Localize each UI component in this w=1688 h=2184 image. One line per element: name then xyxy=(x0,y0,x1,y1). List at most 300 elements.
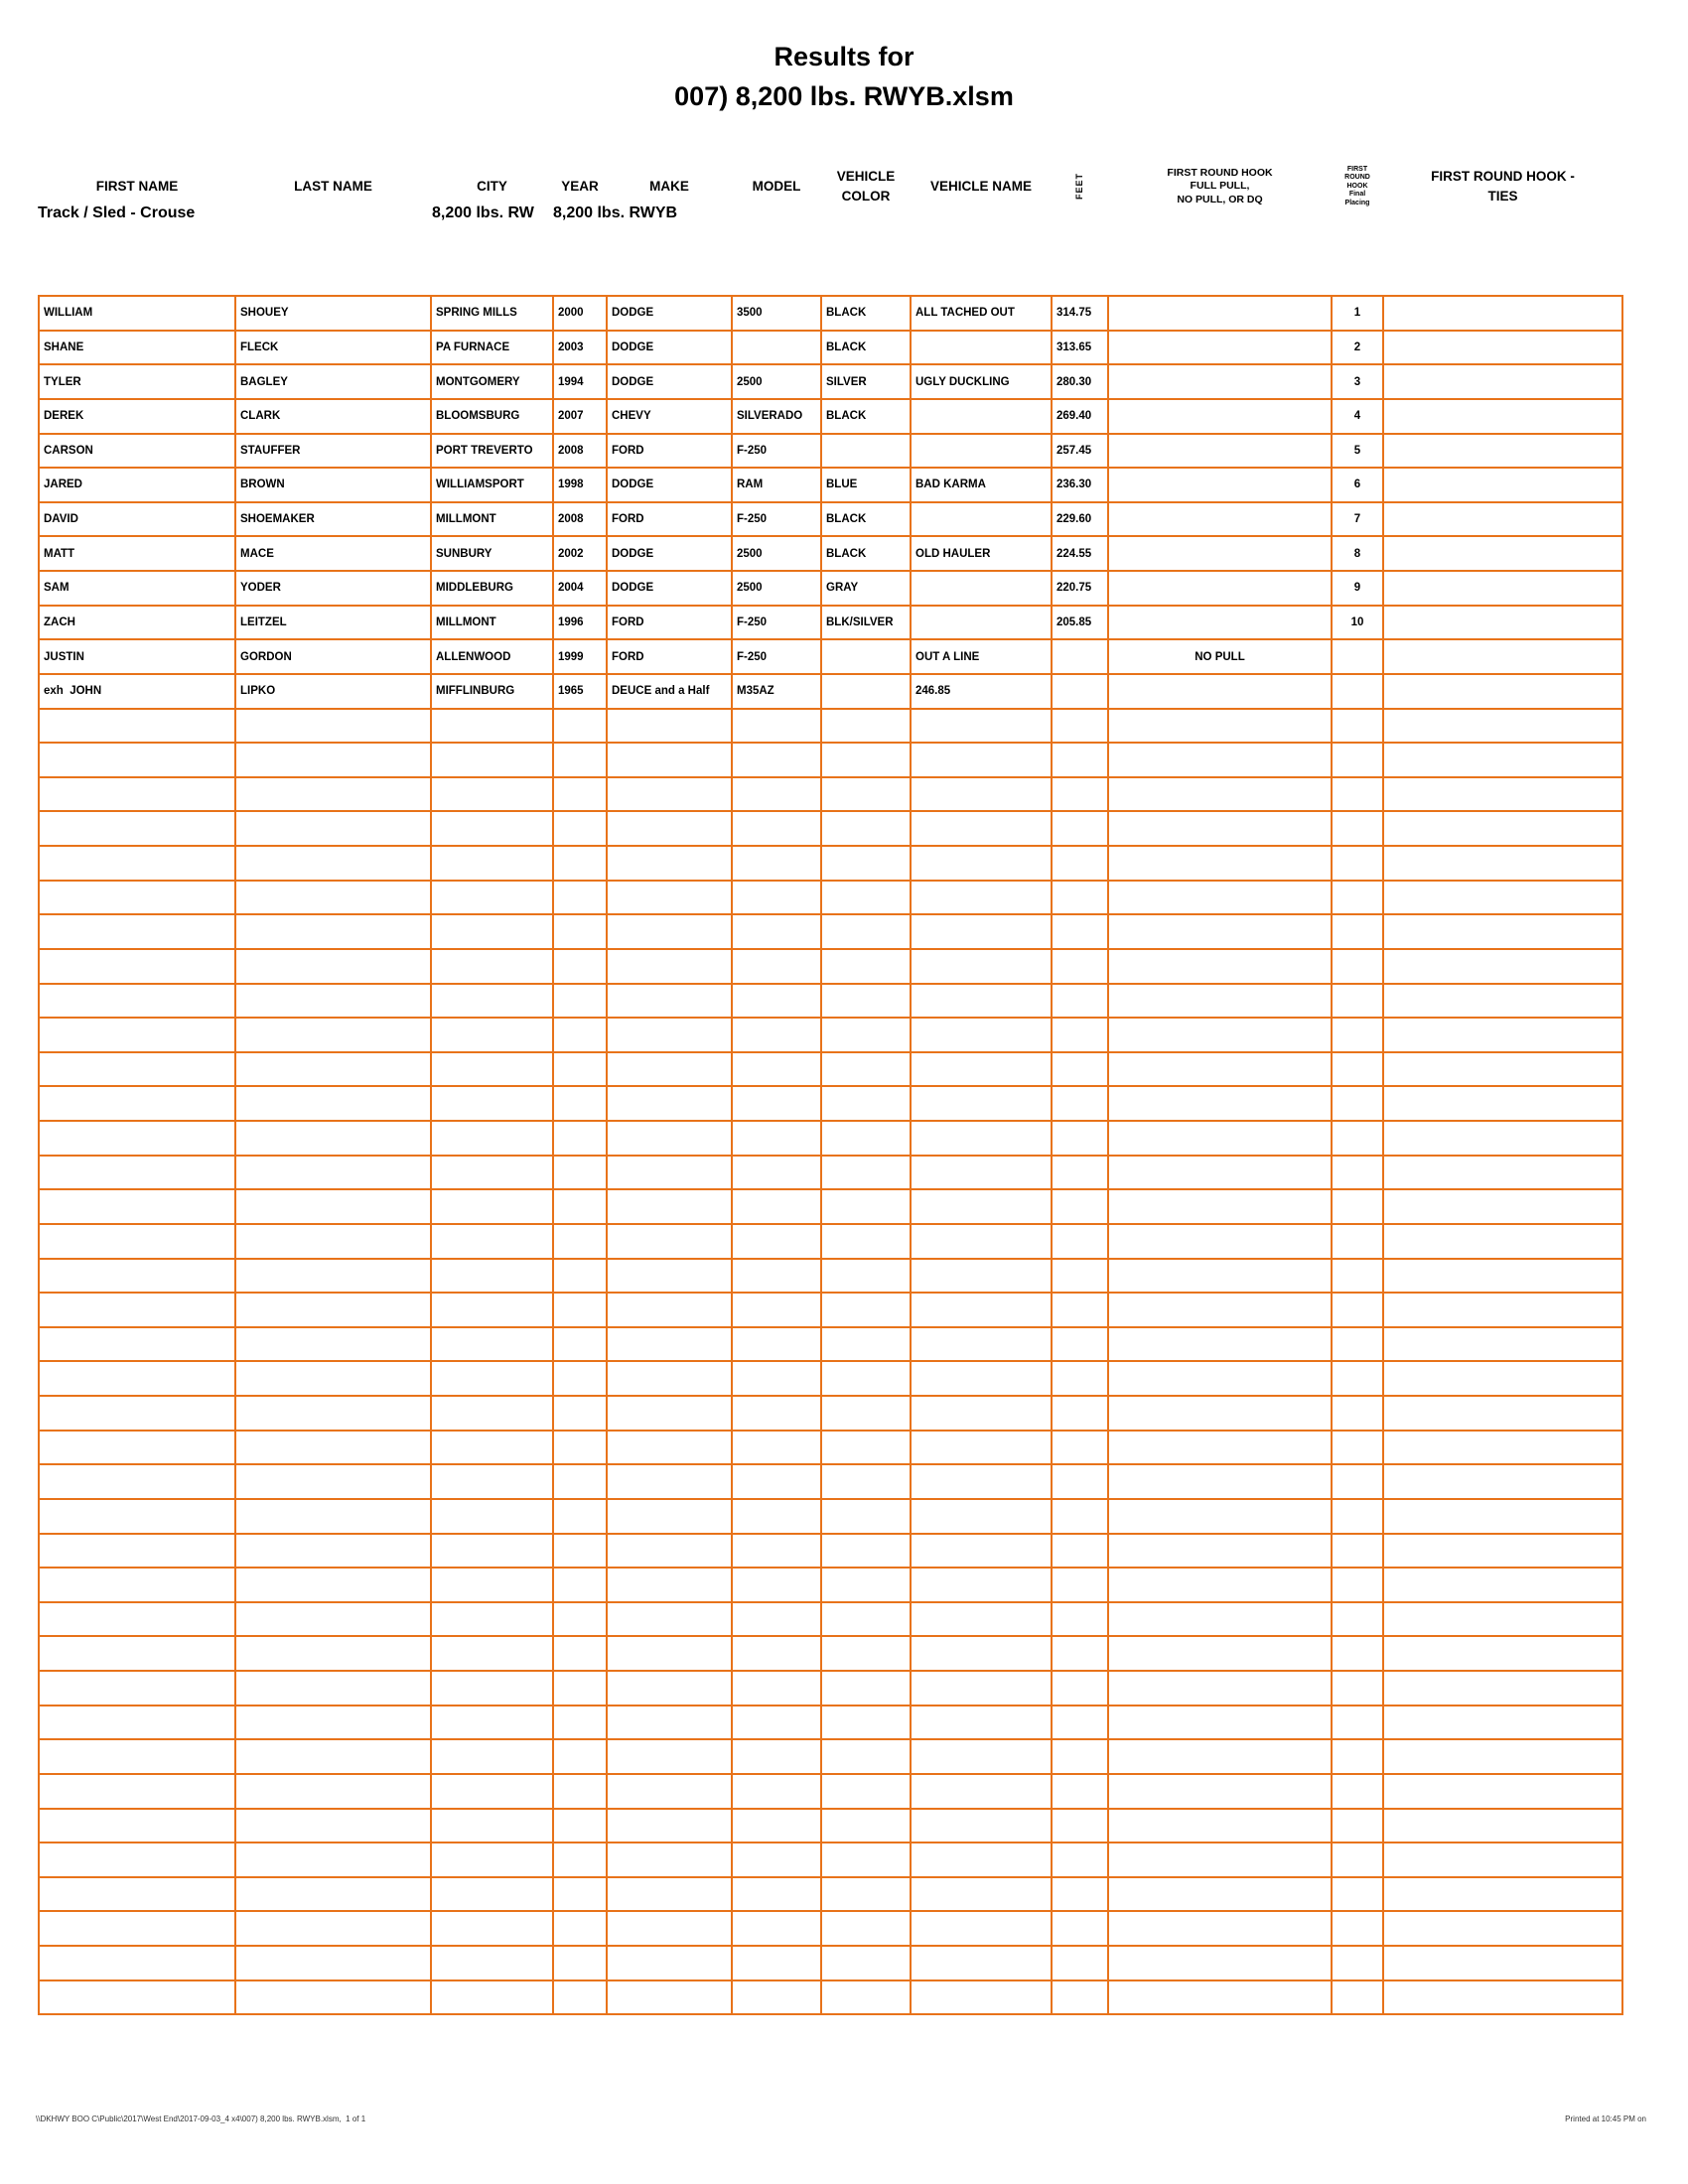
cell-model xyxy=(732,1431,821,1465)
cell-model xyxy=(732,1052,821,1087)
cell-model xyxy=(732,1980,821,2015)
cell-year: 2000 xyxy=(553,296,607,331)
cell-first_round_hook_result xyxy=(1108,1602,1332,1637)
cell-last_name xyxy=(235,1568,431,1602)
cell-vehicle_name xyxy=(911,811,1052,846)
cell-first_round_hook_ties xyxy=(1383,1843,1622,1877)
cell-year xyxy=(553,1568,607,1602)
cell-year xyxy=(553,846,607,881)
cell-make: DODGE xyxy=(607,331,732,365)
cell-model xyxy=(732,1843,821,1877)
cell-year: 1998 xyxy=(553,468,607,502)
column-header-vehicle_color: VEHICLE COLOR xyxy=(836,169,896,204)
cell-first_round_hook_placing xyxy=(1332,914,1383,949)
cell-vehicle_name xyxy=(911,1809,1052,1843)
empty-row xyxy=(39,1706,1622,1740)
cell-first_round_hook_result xyxy=(1108,1739,1332,1774)
cell-year: 1965 xyxy=(553,674,607,709)
cell-first_round_hook_ties xyxy=(1383,1671,1622,1706)
cell-first_round_hook_result xyxy=(1108,674,1332,709)
cell-city: MILLMONT xyxy=(431,606,553,640)
cell-vehicle_name xyxy=(911,1018,1052,1052)
cell-first_round_hook_result xyxy=(1108,1671,1332,1706)
cell-feet xyxy=(1052,1636,1108,1671)
cell-first_round_hook_result xyxy=(1108,1293,1332,1327)
cell-last_name xyxy=(235,1706,431,1740)
cell-model xyxy=(732,709,821,744)
cell-first_round_hook_ties xyxy=(1383,1980,1622,2015)
cell-city xyxy=(431,1739,553,1774)
cell-first_round_hook_placing xyxy=(1332,881,1383,915)
cell-vehicle_color xyxy=(821,1293,911,1327)
cell-vehicle_color xyxy=(821,1706,911,1740)
cell-feet xyxy=(1052,984,1108,1019)
cell-first_name xyxy=(39,1259,235,1294)
cell-vehicle_color xyxy=(821,1877,911,1912)
cell-model: 2500 xyxy=(732,571,821,606)
cell-first_round_hook_ties xyxy=(1383,949,1622,984)
cell-model xyxy=(732,1156,821,1190)
cell-vehicle_name xyxy=(911,1706,1052,1740)
empty-row xyxy=(39,1259,1622,1294)
empty-row xyxy=(39,1121,1622,1156)
column-header-row xyxy=(39,157,1622,216)
cell-last_name: LEITZEL xyxy=(235,606,431,640)
cell-feet: 224.55 xyxy=(1052,536,1108,571)
cell-city xyxy=(431,1361,553,1396)
cell-make xyxy=(607,1534,732,1569)
cell-first_round_hook_ties xyxy=(1383,846,1622,881)
cell-vehicle_color xyxy=(821,1224,911,1259)
cell-year xyxy=(553,1877,607,1912)
empty-row xyxy=(39,984,1622,1019)
column-header-first_name: FIRST NAME xyxy=(95,179,179,195)
cell-model: 3500 xyxy=(732,296,821,331)
cell-first_name xyxy=(39,1018,235,1052)
empty-row xyxy=(39,1809,1622,1843)
cell-first_round_hook_ties xyxy=(1383,1636,1622,1671)
cell-make: FORD xyxy=(607,606,732,640)
cell-first_round_hook_placing xyxy=(1332,949,1383,984)
cell-year: 2007 xyxy=(553,399,607,434)
cell-first_name: MATT xyxy=(39,536,235,571)
cell-model xyxy=(732,1464,821,1499)
cell-last_name xyxy=(235,846,431,881)
results-table xyxy=(38,295,1623,2015)
cell-last_name xyxy=(235,1361,431,1396)
cell-city: MILLMONT xyxy=(431,502,553,537)
cell-first_name xyxy=(39,777,235,812)
cell-last_name: SHOUEY xyxy=(235,296,431,331)
cell-city xyxy=(431,1396,553,1431)
cell-first_name xyxy=(39,1327,235,1362)
cell-model xyxy=(732,811,821,846)
cell-first_round_hook_ties xyxy=(1383,1877,1622,1912)
empty-row xyxy=(39,1224,1622,1259)
cell-first_round_hook_ties xyxy=(1383,364,1622,399)
cell-vehicle_name xyxy=(911,709,1052,744)
cell-vehicle_name xyxy=(911,1843,1052,1877)
cell-first_round_hook_result xyxy=(1108,811,1332,846)
cell-make xyxy=(607,1499,732,1534)
cell-vehicle_color xyxy=(821,1189,911,1224)
cell-first_round_hook_placing xyxy=(1332,1259,1383,1294)
empty-row xyxy=(39,1602,1622,1637)
cell-first_round_hook_ties xyxy=(1383,399,1622,434)
cell-first_name xyxy=(39,846,235,881)
cell-make xyxy=(607,1464,732,1499)
cell-first_name: JUSTIN xyxy=(39,639,235,674)
cell-first_name xyxy=(39,1980,235,2015)
cell-first_name: TYLER xyxy=(39,364,235,399)
cell-vehicle_name xyxy=(911,571,1052,606)
cell-first_round_hook_ties xyxy=(1383,468,1622,502)
cell-first_name xyxy=(39,1774,235,1809)
cell-model xyxy=(732,1636,821,1671)
cell-vehicle_name: 246.85 xyxy=(911,674,1052,709)
cell-make xyxy=(607,1946,732,1980)
cell-city xyxy=(431,811,553,846)
cell-feet xyxy=(1052,1361,1108,1396)
cell-last_name xyxy=(235,1877,431,1912)
cell-vehicle_color: SILVER xyxy=(821,364,911,399)
cell-first_round_hook_result xyxy=(1108,502,1332,537)
cell-feet xyxy=(1052,1189,1108,1224)
cell-first_name xyxy=(39,1189,235,1224)
cell-first_name: exh JOHN xyxy=(39,674,235,709)
cell-make xyxy=(607,1739,732,1774)
cell-vehicle_color xyxy=(821,811,911,846)
cell-first_round_hook_ties xyxy=(1383,502,1622,537)
cell-city xyxy=(431,1327,553,1362)
cell-city: SPRING MILLS xyxy=(431,296,553,331)
cell-city xyxy=(431,1052,553,1087)
cell-year xyxy=(553,1293,607,1327)
cell-city xyxy=(431,984,553,1019)
cell-first_round_hook_ties xyxy=(1383,1052,1622,1087)
table-row xyxy=(39,639,1622,674)
cell-first_round_hook_result xyxy=(1108,364,1332,399)
cell-vehicle_color xyxy=(821,1534,911,1569)
cell-model: SILVERADO xyxy=(732,399,821,434)
table-row xyxy=(39,296,1622,331)
cell-first_name: DEREK xyxy=(39,399,235,434)
cell-first_round_hook_placing xyxy=(1332,1189,1383,1224)
cell-feet xyxy=(1052,949,1108,984)
cell-make xyxy=(607,1052,732,1087)
cell-last_name: CLARK xyxy=(235,399,431,434)
cell-model xyxy=(732,1877,821,1912)
cell-feet xyxy=(1052,811,1108,846)
cell-first_name xyxy=(39,1877,235,1912)
cell-first_round_hook_placing xyxy=(1332,811,1383,846)
cell-make xyxy=(607,811,732,846)
cell-vehicle_color: BLACK xyxy=(821,331,911,365)
footer-file-path: \\DKHWY BOO C\Public\2017\West End\2017-09-03_4 x4\007) 8,200 lbs. RWYB.xlsm, 1 of 1 xyxy=(36,2115,366,2123)
cell-first_round_hook_placing xyxy=(1332,1224,1383,1259)
empty-row xyxy=(39,1431,1622,1465)
cell-first_round_hook_placing: 1 xyxy=(1332,296,1383,331)
cell-model xyxy=(732,881,821,915)
cell-year xyxy=(553,949,607,984)
column-header-make: MAKE xyxy=(649,179,689,195)
cell-first_round_hook_ties xyxy=(1383,296,1622,331)
cell-first_round_hook_result xyxy=(1108,1121,1332,1156)
cell-city xyxy=(431,1980,553,2015)
cell-year: 2002 xyxy=(553,536,607,571)
cell-first_round_hook_placing xyxy=(1332,1464,1383,1499)
cell-first_name xyxy=(39,743,235,777)
cell-year xyxy=(553,1086,607,1121)
column-header-first_round_hook_placing: FIRST ROUND HOOK Final Placing xyxy=(1344,166,1370,206)
cell-vehicle_name xyxy=(911,1534,1052,1569)
cell-feet xyxy=(1052,1464,1108,1499)
cell-feet xyxy=(1052,1739,1108,1774)
table-row xyxy=(39,434,1622,469)
cell-first_round_hook_ties xyxy=(1383,1568,1622,1602)
cell-first_round_hook_ties xyxy=(1383,1911,1622,1946)
cell-year xyxy=(553,984,607,1019)
cell-city xyxy=(431,1568,553,1602)
cell-vehicle_color xyxy=(821,1464,911,1499)
cell-first_round_hook_result xyxy=(1108,331,1332,365)
table-row xyxy=(39,468,1622,502)
cell-first_round_hook_result xyxy=(1108,1327,1332,1362)
cell-first_round_hook_placing xyxy=(1332,1706,1383,1740)
cell-last_name: BROWN xyxy=(235,468,431,502)
empty-row xyxy=(39,709,1622,744)
cell-city xyxy=(431,1086,553,1121)
cell-model xyxy=(732,1809,821,1843)
cell-model xyxy=(732,1499,821,1534)
cell-feet xyxy=(1052,1431,1108,1465)
table-row xyxy=(39,606,1622,640)
cell-model xyxy=(732,1018,821,1052)
cell-feet xyxy=(1052,881,1108,915)
cell-vehicle_name xyxy=(911,949,1052,984)
cell-vehicle_color xyxy=(821,1911,911,1946)
cell-feet xyxy=(1052,1293,1108,1327)
cell-feet xyxy=(1052,1327,1108,1362)
cell-make xyxy=(607,1809,732,1843)
cell-make xyxy=(607,1224,732,1259)
cell-first_round_hook_ties xyxy=(1383,984,1622,1019)
cell-last_name: FLECK xyxy=(235,331,431,365)
cell-first_round_hook_ties xyxy=(1383,1809,1622,1843)
class-label-truncated: 8,200 lbs. RW xyxy=(432,205,534,221)
cell-vehicle_color xyxy=(821,434,911,469)
empty-row xyxy=(39,1327,1622,1362)
cell-model xyxy=(732,1706,821,1740)
cell-first_round_hook_placing xyxy=(1332,1602,1383,1637)
cell-year xyxy=(553,1534,607,1569)
cell-year xyxy=(553,811,607,846)
cell-first_round_hook_ties xyxy=(1383,881,1622,915)
cell-first_round_hook_placing xyxy=(1332,1636,1383,1671)
cell-vehicle_name xyxy=(911,1464,1052,1499)
cell-first_round_hook_placing xyxy=(1332,1327,1383,1362)
cell-city xyxy=(431,1706,553,1740)
cell-first_name xyxy=(39,1602,235,1637)
cell-feet: 314.75 xyxy=(1052,296,1108,331)
cell-make xyxy=(607,1327,732,1362)
cell-first_name xyxy=(39,1534,235,1569)
cell-first_round_hook_ties xyxy=(1383,606,1622,640)
cell-city xyxy=(431,1636,553,1671)
cell-first_round_hook_result xyxy=(1108,1843,1332,1877)
cell-model xyxy=(732,914,821,949)
cell-vehicle_color xyxy=(821,984,911,1019)
cell-year xyxy=(553,1224,607,1259)
cell-year xyxy=(553,1739,607,1774)
cell-first_round_hook_result xyxy=(1108,1156,1332,1190)
cell-model: F-250 xyxy=(732,502,821,537)
cell-year xyxy=(553,1018,607,1052)
cell-vehicle_name xyxy=(911,914,1052,949)
cell-year xyxy=(553,1671,607,1706)
cell-first_round_hook_ties xyxy=(1383,536,1622,571)
cell-feet: 205.85 xyxy=(1052,606,1108,640)
cell-city xyxy=(431,1774,553,1809)
cell-make: DODGE xyxy=(607,571,732,606)
cell-make xyxy=(607,949,732,984)
cell-last_name xyxy=(235,1259,431,1294)
cell-model xyxy=(732,1396,821,1431)
cell-first_round_hook_result xyxy=(1108,1396,1332,1431)
cell-first_round_hook_placing xyxy=(1332,1534,1383,1569)
cell-year xyxy=(553,1602,607,1637)
cell-year: 1996 xyxy=(553,606,607,640)
cell-city xyxy=(431,1018,553,1052)
cell-make: DODGE xyxy=(607,536,732,571)
cell-feet xyxy=(1052,1706,1108,1740)
cell-first_name: WILLIAM xyxy=(39,296,235,331)
cell-feet xyxy=(1052,1671,1108,1706)
cell-vehicle_color: BLK/SILVER xyxy=(821,606,911,640)
cell-first_round_hook_placing: 10 xyxy=(1332,606,1383,640)
cell-first_round_hook_ties xyxy=(1383,1086,1622,1121)
cell-first_round_hook_result xyxy=(1108,1431,1332,1465)
empty-row xyxy=(39,1361,1622,1396)
cell-vehicle_color xyxy=(821,709,911,744)
cell-city: MIDDLEBURG xyxy=(431,571,553,606)
cell-vehicle_color xyxy=(821,1499,911,1534)
cell-model: F-250 xyxy=(732,639,821,674)
empty-row xyxy=(39,1980,1622,2015)
cell-make xyxy=(607,1706,732,1740)
cell-vehicle_color xyxy=(821,1431,911,1465)
cell-make xyxy=(607,777,732,812)
cell-first_round_hook_ties xyxy=(1383,1327,1622,1362)
cell-last_name: MACE xyxy=(235,536,431,571)
cell-make xyxy=(607,846,732,881)
cell-first_round_hook_placing xyxy=(1332,1911,1383,1946)
cell-first_round_hook_result xyxy=(1108,1911,1332,1946)
cell-vehicle_name xyxy=(911,846,1052,881)
cell-first_round_hook_ties xyxy=(1383,1774,1622,1809)
cell-model xyxy=(732,1774,821,1809)
cell-first_round_hook_placing xyxy=(1332,1293,1383,1327)
cell-first_round_hook_result xyxy=(1108,949,1332,984)
cell-first_round_hook_ties xyxy=(1383,571,1622,606)
cell-year xyxy=(553,1774,607,1809)
cell-model xyxy=(732,1911,821,1946)
cell-first_round_hook_result xyxy=(1108,1809,1332,1843)
cell-model: 2500 xyxy=(732,364,821,399)
cell-vehicle_name xyxy=(911,434,1052,469)
cell-year xyxy=(553,914,607,949)
cell-make: DODGE xyxy=(607,296,732,331)
empty-row xyxy=(39,1911,1622,1946)
cell-make xyxy=(607,1843,732,1877)
cell-first_round_hook_placing xyxy=(1332,1052,1383,1087)
cell-city xyxy=(431,1809,553,1843)
cell-feet xyxy=(1052,1534,1108,1569)
cell-model xyxy=(732,1086,821,1121)
cell-vehicle_color xyxy=(821,1636,911,1671)
cell-vehicle_name xyxy=(911,1052,1052,1087)
cell-vehicle_color xyxy=(821,1843,911,1877)
cell-make: FORD xyxy=(607,502,732,537)
cell-make xyxy=(607,743,732,777)
cell-make xyxy=(607,1980,732,2015)
cell-first_name xyxy=(39,881,235,915)
cell-vehicle_color xyxy=(821,1018,911,1052)
cell-make: DODGE xyxy=(607,364,732,399)
page-subtitle: 007) 8,200 lbs. RWYB.xlsm xyxy=(674,81,1014,111)
cell-last_name xyxy=(235,811,431,846)
cell-year xyxy=(553,1499,607,1534)
cell-model xyxy=(732,949,821,984)
cell-first_name xyxy=(39,914,235,949)
empty-row xyxy=(39,1052,1622,1087)
cell-make xyxy=(607,709,732,744)
empty-row xyxy=(39,846,1622,881)
cell-city: PORT TREVERTO xyxy=(431,434,553,469)
cell-model xyxy=(732,1189,821,1224)
cell-first_round_hook_ties xyxy=(1383,1739,1622,1774)
cell-first_round_hook_placing xyxy=(1332,1671,1383,1706)
cell-last_name xyxy=(235,881,431,915)
cell-make xyxy=(607,984,732,1019)
cell-first_round_hook_placing xyxy=(1332,1018,1383,1052)
cell-last_name xyxy=(235,1086,431,1121)
cell-first_round_hook_result: NO PULL xyxy=(1108,639,1332,674)
cell-first_round_hook_result xyxy=(1108,468,1332,502)
cell-vehicle_name xyxy=(911,399,1052,434)
cell-year xyxy=(553,1809,607,1843)
cell-first_round_hook_ties xyxy=(1383,1499,1622,1534)
cell-city: SUNBURY xyxy=(431,536,553,571)
cell-model xyxy=(732,743,821,777)
cell-last_name xyxy=(235,1636,431,1671)
cell-city: WILLIAMSPORT xyxy=(431,468,553,502)
cell-first_round_hook_placing xyxy=(1332,984,1383,1019)
cell-city xyxy=(431,777,553,812)
cell-first_round_hook_placing xyxy=(1332,709,1383,744)
cell-first_round_hook_placing xyxy=(1332,1431,1383,1465)
cell-first_round_hook_result xyxy=(1108,1980,1332,2015)
cell-first_round_hook_result xyxy=(1108,1464,1332,1499)
cell-last_name xyxy=(235,1739,431,1774)
cell-model xyxy=(732,846,821,881)
cell-first_round_hook_result xyxy=(1108,743,1332,777)
cell-vehicle_color xyxy=(821,1739,911,1774)
cell-first_name xyxy=(39,1946,235,1980)
cell-year xyxy=(553,1431,607,1465)
cell-model xyxy=(732,1259,821,1294)
cell-city: PA FURNACE xyxy=(431,331,553,365)
